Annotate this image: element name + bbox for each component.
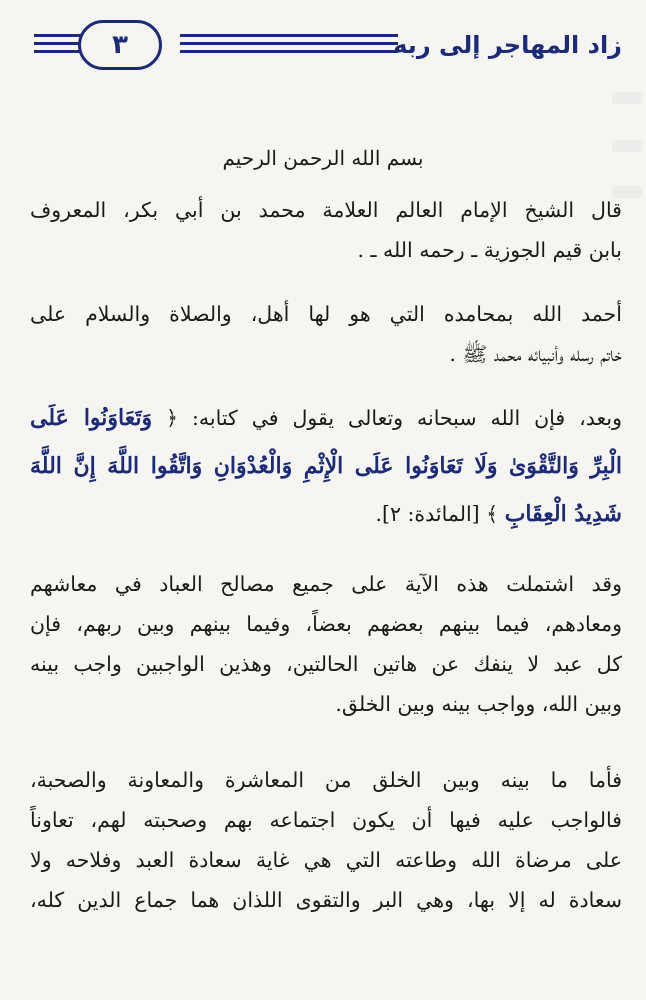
text-line: على مرضاة الله وطاعته التي هي غاية سعادة العبد وفلاحه ولا: [30, 848, 622, 872]
paragraph-intro: [30, 190, 622, 270]
verse-line: [30, 494, 622, 534]
basmala-heading: بسم الله الرحمن الرحيم: [222, 146, 424, 170]
paragraph-verse-commentary: [30, 564, 622, 724]
quran-text: شَدِيدُ الْعِقَابِ: [504, 501, 622, 527]
text-line: بابن قيم الجوزية ـ رحمه الله ـ .: [357, 238, 622, 262]
paragraph-verse: [30, 398, 622, 534]
verse-intro-text: وبعد، فإن الله سبحانه وتعالى يقول في كتابه: ﴿: [166, 406, 622, 430]
text-line: كل عبد لا ينفك عن هاتين الحالتين، وهذين الواجبين واجب بينه: [30, 652, 622, 676]
text-line: وبين الله، وواجب بينه وبين الخلق.: [335, 692, 622, 716]
text-line: خاتم رسله وأنبيائه محمد ﷺ .: [449, 342, 622, 366]
header-rule-right-top: [180, 34, 398, 37]
show-through-mark: [612, 92, 642, 104]
header-rule-right-bottom: [180, 50, 398, 53]
text-line: سعادة له إلا بها، وهي البر والتقوى اللذان هما جماع الدين كله،: [30, 888, 622, 912]
text-line: قال الشيخ الإمام العالم العلامة محمد بن أبي بكر، المعروف: [30, 198, 622, 222]
text-line: أحمد الله بمحامده التي هو لها أهل، والصلاة والسلام على: [30, 302, 622, 326]
running-title: زاد المهاجر إلى ربه: [393, 31, 622, 59]
quran-text: الْبِرِّ وَالتَّقْوَىٰ وَلَا تَعَاوَنُوا عَلَى الْإِثْمِ وَالْعُدْوَانِ وَاتَّقُوا اللَّهَ إِنَّ اللَّهَ: [30, 453, 622, 479]
page-number: ٣: [78, 20, 162, 70]
text-line: فأما ما بينه وبين الخلق من المعاشرة والمعاونة والصحبة،: [30, 768, 622, 792]
text-line: وقد اشتملت هذه الآية على جميع مصالح العباد في معاشهم: [30, 572, 622, 596]
paragraph-praise: [30, 294, 622, 374]
show-through-mark: [612, 140, 642, 152]
verse-citation: ﴾ [المائدة: ٢].: [375, 502, 499, 526]
quran-text: وَتَعَاوَنُوا عَلَى: [30, 405, 153, 431]
verse-line: [30, 398, 622, 438]
header-rule-right-middle: [180, 42, 398, 45]
paragraph-social-duty: [30, 760, 622, 920]
text-line: فالواجب عليه فيها أن يكون اجتماعه بهم وصحبته لهم، تعاوناً: [30, 808, 622, 832]
text-line: ومعادهم، فيما بينهم بعضهم بعضاً، وفيما بينهم وبين ربهم، فإن: [30, 612, 622, 636]
